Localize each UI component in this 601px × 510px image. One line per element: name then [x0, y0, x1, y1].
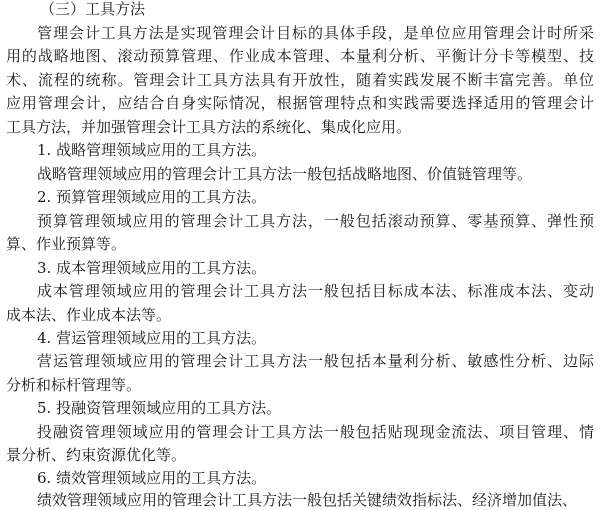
item-heading: 1. 战略管理领域应用的工具方法。	[37, 141, 267, 159]
item-body-line: 算、作业预算等。	[6, 235, 127, 253]
intro-line: 应用管理会计，应结合自身实际情况，根据管理特点和实践需要选择适用的管理会计	[6, 94, 594, 112]
section-heading: （三）工具方法	[40, 0, 146, 18]
item-heading: 2. 预算管理领域应用的工具方法。	[37, 188, 267, 206]
intro-line: 术、流程的统称。管理会计工具方法具有开放性，随着实践发展不断丰富完善。单位	[6, 71, 594, 89]
item-body-line: 成本法、作业成本法等。	[6, 306, 172, 324]
item-body-line: 绩效管理领域应用的管理会计工具方法一般包括关键绩效指标法、经济增加值法、	[37, 491, 578, 509]
intro-line: 用的战略地图、滚动预算管理、作业成本管理、本量利分析、平衡计分卡等模型、技	[6, 47, 594, 65]
intro-line: 管理会计工具方法是实现管理会计目标的具体手段，是单位应用管理会计时所采	[37, 24, 594, 42]
item-body-line: 营运管理领域应用的管理会计工具方法一般包括本量利分析、敏感性分析、边际	[37, 352, 594, 370]
item-body-line: 投融资管理领域应用的管理会计工具方法一般包括贴现现金流法、项目管理、情	[37, 423, 594, 441]
item-heading: 5. 投融资管理领域应用的工具方法。	[37, 399, 282, 417]
item-heading: 6. 绩效管理领域应用的工具方法。	[37, 469, 267, 487]
item-heading: 3. 成本管理领域应用的工具方法。	[37, 259, 267, 277]
item-body-line: 景分析、约束资源优化等。	[6, 446, 187, 464]
item-body-line: 预算管理领域应用的管理会计工具方法，一般包括滚动预算、零基预算、弹性预	[37, 212, 594, 230]
item-body-line: 分析和标杆管理等。	[6, 376, 142, 394]
item-heading: 4. 营运管理领域应用的工具方法。	[37, 329, 267, 347]
item-body-line: 成本管理领域应用的管理会计工具方法一般包括目标成本法、标准成本法、变动	[37, 282, 594, 300]
intro-line: 工具方法，并加强管理会计工具方法的系统化、集成化应用。	[6, 118, 412, 136]
item-body-line: 战略管理领域应用的管理会计工具方法一般包括战略地图、价值链管理等。	[37, 165, 533, 183]
